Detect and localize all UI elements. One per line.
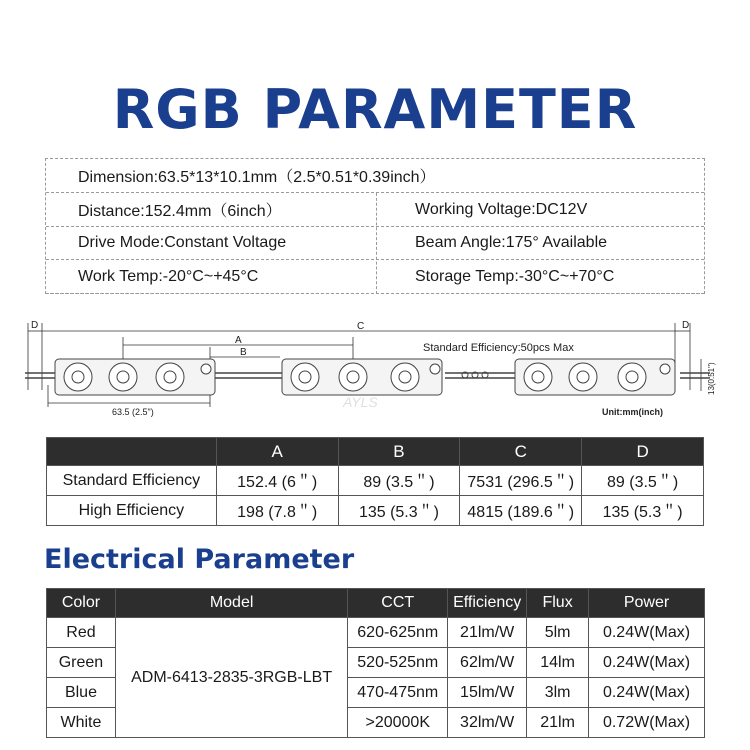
table-header: Efficiency — [448, 589, 527, 618]
power-cell: 0.24W(Max) — [589, 648, 705, 678]
cct-cell: 470-475nm — [348, 678, 448, 708]
table-header-row — [47, 438, 704, 466]
length-label: 63.5 (2.5") — [112, 407, 154, 417]
table-cell: 198 (7.8＂) — [216, 496, 338, 526]
spacing-table — [46, 437, 704, 526]
table-cell: 89 (3.5＂) — [582, 466, 704, 496]
table-cell: Standard Efficiency — [47, 466, 217, 496]
label-c: C — [357, 321, 365, 332]
color-cell: White — [47, 708, 116, 738]
section-title: Electrical Parameter — [44, 544, 355, 575]
cct-cell: >20000K — [348, 708, 448, 738]
efficiency-note: Standard Efficiency:50pcs Max — [423, 342, 574, 354]
unit-label: Unit:mm(inch) — [602, 407, 663, 417]
power-cell: 0.24W(Max) — [589, 618, 705, 648]
height-label: 13(0.51") — [707, 362, 716, 395]
drive-mode-text: Drive Mode:Constant Voltage — [78, 234, 287, 251]
cct-cell: 620-625nm — [348, 618, 448, 648]
watermark: AYLS — [343, 394, 378, 410]
distance-text: Distance:152.4mm（6inch） — [78, 203, 282, 220]
color-cell: Green — [47, 648, 116, 678]
param-row — [46, 260, 704, 294]
power-cell: 0.72W(Max) — [589, 708, 705, 738]
table-header: Power — [589, 589, 705, 618]
voltage-text: Working Voltage:DC12V — [415, 200, 588, 218]
table-cell: High Efficiency — [47, 496, 217, 526]
efficiency-cell: 62lm/W — [448, 648, 527, 678]
flux-cell: 3lm — [527, 678, 589, 708]
table-row — [47, 618, 705, 648]
param-row — [46, 227, 704, 260]
table-header: A — [216, 438, 338, 466]
efficiency-cell: 15lm/W — [448, 678, 527, 708]
efficiency-cell: 21lm/W — [448, 618, 527, 648]
table-cell: 135 (5.3＂) — [338, 496, 460, 526]
table-header — [47, 438, 217, 466]
flux-cell: 14lm — [527, 648, 589, 678]
power-cell: 0.24W(Max) — [589, 678, 705, 708]
table-row — [47, 496, 704, 526]
table-cell: 152.4 (6＂) — [216, 466, 338, 496]
color-cell: Blue — [47, 678, 116, 708]
label-d-left: D — [31, 320, 39, 331]
dimension-diagram — [20, 315, 730, 425]
page-title: RGB PARAMETER — [112, 78, 638, 141]
dimension-text: Dimension:63.5*13*10.1mm（2.5*0.51*0.39inch） — [78, 169, 436, 186]
label-d-right: D — [682, 320, 690, 331]
table-header: Color — [47, 589, 116, 618]
work-temp-text: Work Temp:-20°C~+45°C — [78, 267, 259, 285]
electrical-table — [46, 588, 705, 738]
table-row — [47, 466, 704, 496]
flux-cell: 5lm — [527, 618, 589, 648]
table-header: Model — [115, 589, 347, 618]
parameter-box — [45, 158, 705, 294]
table-header: C — [460, 438, 582, 466]
param-row — [46, 193, 704, 227]
flux-cell: 21lm — [527, 708, 589, 738]
param-row — [46, 159, 704, 193]
table-cell: 7531 (296.5＂) — [460, 466, 582, 496]
cct-cell: 520-525nm — [348, 648, 448, 678]
storage-temp-text: Storage Temp:-30°C~+70°C — [415, 267, 615, 285]
table-header: B — [338, 438, 460, 466]
table-header: D — [582, 438, 704, 466]
table-header-row — [47, 589, 705, 618]
table-cell: 4815 (189.6＂) — [460, 496, 582, 526]
table-cell: 89 (3.5＂) — [338, 466, 460, 496]
label-b: B — [240, 347, 247, 358]
efficiency-cell: 32lm/W — [448, 708, 527, 738]
table-header: Flux — [527, 589, 589, 618]
model-cell: ADM-6413-2835-3RGB-LBT — [115, 618, 347, 738]
table-header: CCT — [348, 589, 448, 618]
color-cell: Red — [47, 618, 116, 648]
column-divider — [376, 193, 377, 294]
table-cell: 135 (5.3＂) — [582, 496, 704, 526]
label-a: A — [235, 335, 242, 346]
beam-angle-text: Beam Angle:175° Available — [415, 234, 608, 251]
